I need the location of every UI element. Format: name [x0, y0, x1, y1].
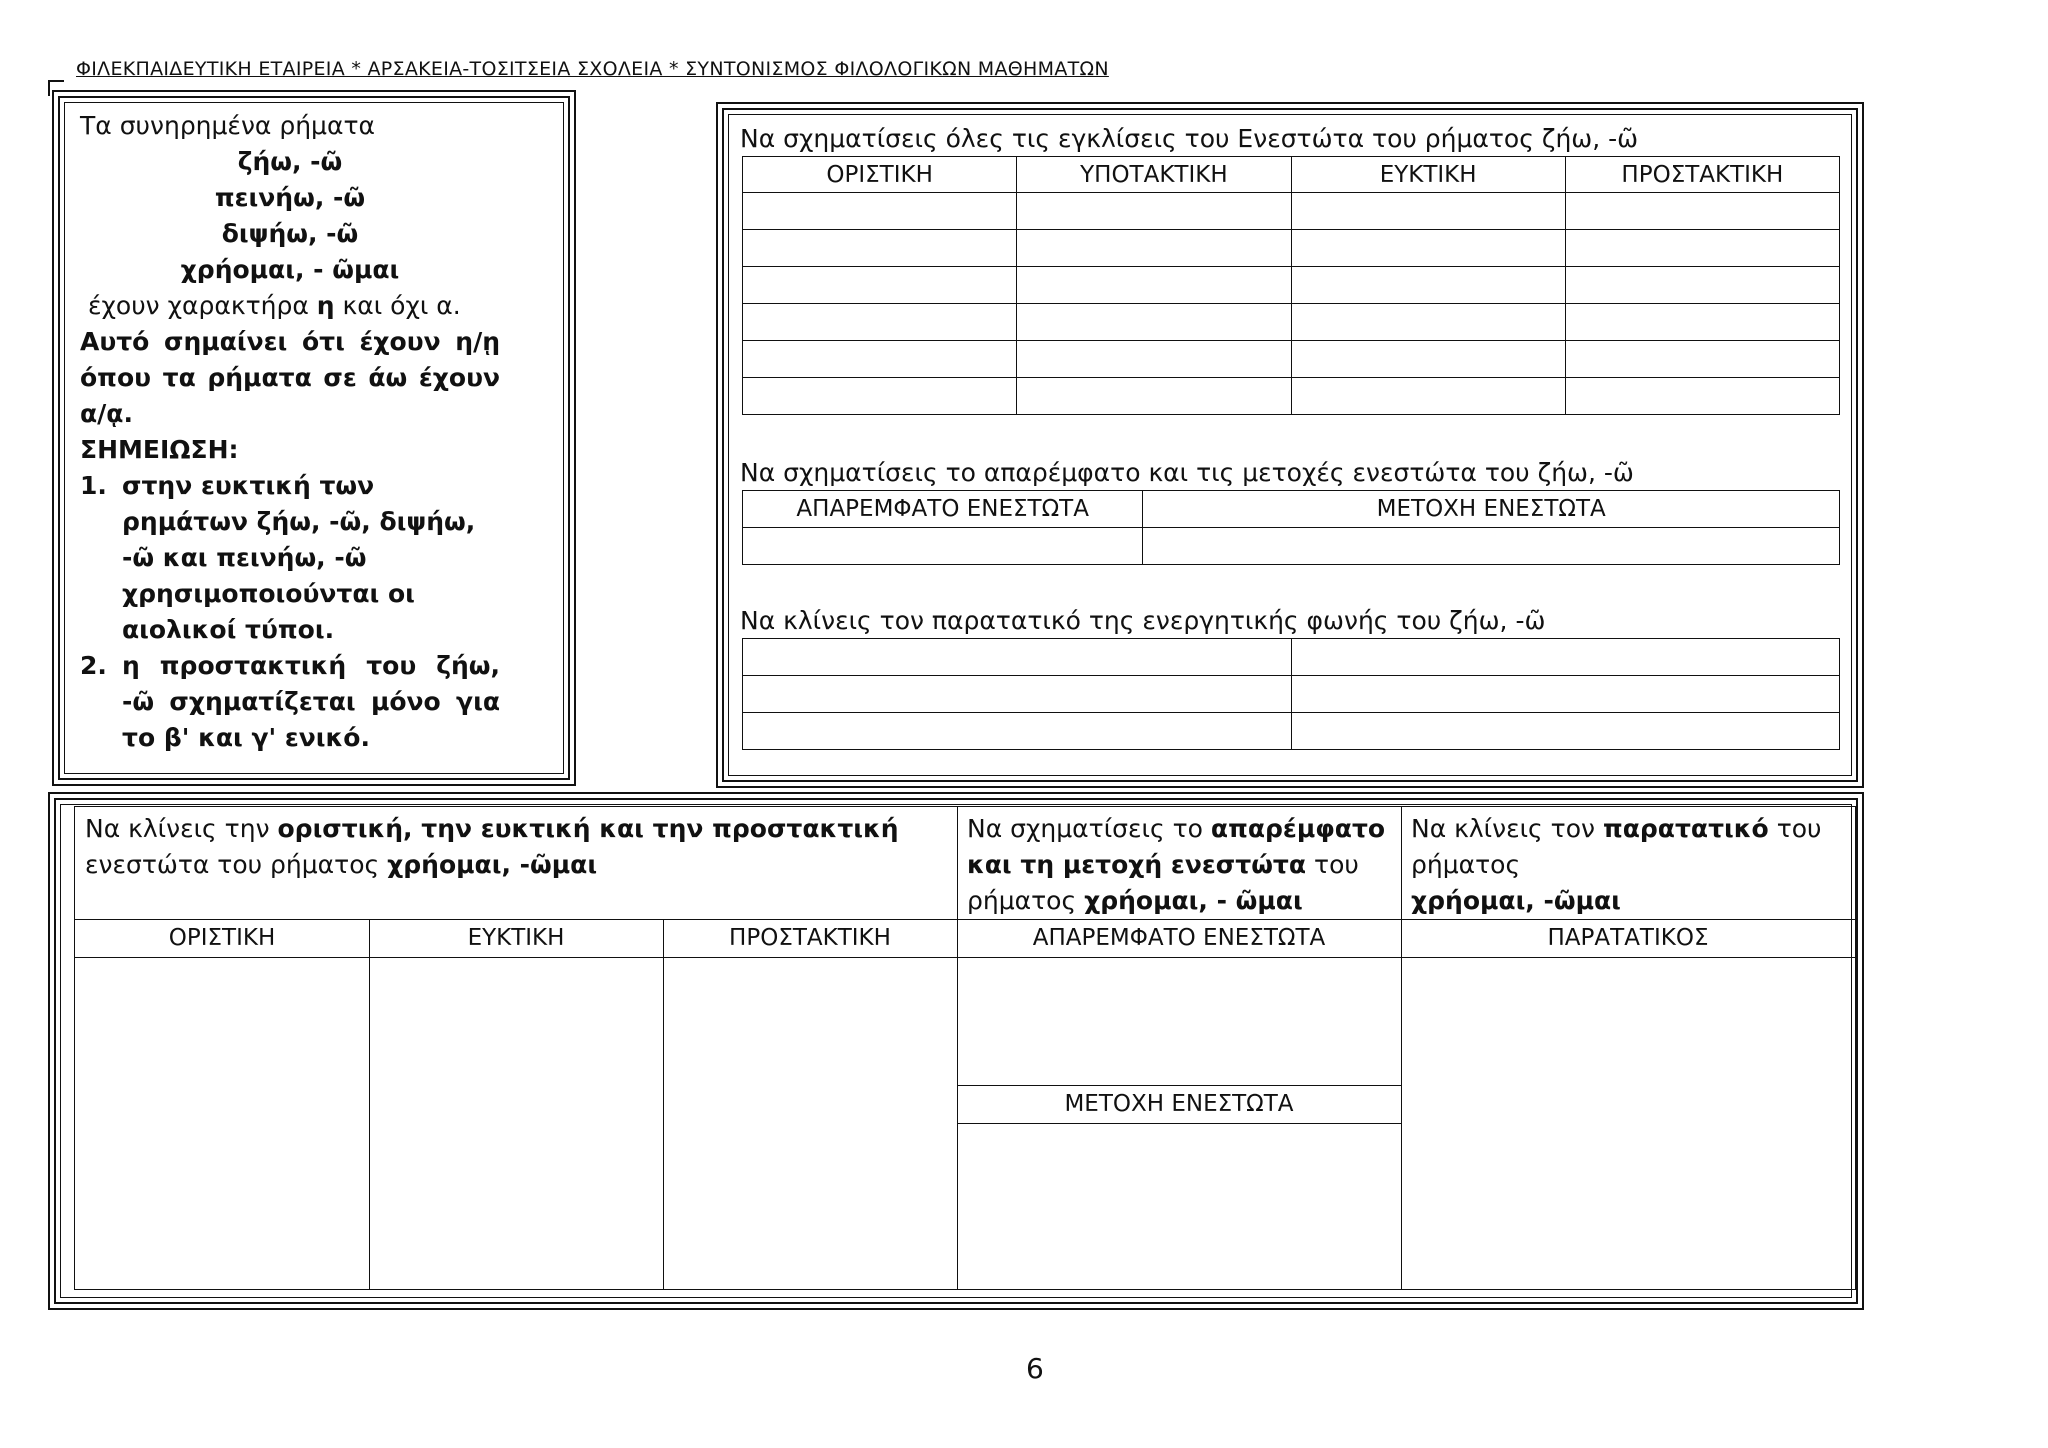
th-prostaktiki: ΠΡΟΣΤΑΚΤΙΚΗ	[1565, 157, 1839, 193]
verb-2: πεινήω, -ῶ	[214, 183, 366, 212]
verb-3: διψήω, -ῶ	[221, 219, 359, 248]
answer-cell[interactable]	[743, 341, 1017, 378]
answer-cell[interactable]	[1291, 378, 1565, 415]
table-row	[743, 267, 1840, 304]
answer-cell[interactable]	[743, 713, 1292, 750]
table-row	[743, 676, 1840, 713]
answer-cell[interactable]	[1143, 528, 1840, 565]
answer-cell[interactable]	[1565, 378, 1839, 415]
bottom-prompt-2: Να σχηματίσεις το απαρέμφατο και τη μετοχή ενεστώτα του ρήματος χρήομαι, - ῶμαι	[967, 814, 1386, 915]
answer-cell[interactable]	[743, 676, 1292, 713]
table-row	[743, 639, 1840, 676]
bottom-table	[74, 806, 1856, 1290]
bottom-prompt-3: Να κλίνεις τον παρατατικό του ρήματος χρήομαι, -ῶμαι	[1411, 814, 1822, 915]
task1-prompt: Να σχηματίσεις όλες τις εγκλίσεις του Ενεστώτα του ρήματος ζήω, -ῶ	[740, 124, 1639, 153]
notes-list	[80, 468, 500, 756]
th-oristiki: ΟΡΙΣΤΙΚΗ	[168, 925, 276, 951]
th-prostaktiki: ΠΡΟΣΤΑΚΤΙΚΗ	[729, 925, 891, 951]
answer-cell[interactable]	[743, 639, 1292, 676]
answer-cell[interactable]	[1291, 193, 1565, 230]
answer-cell[interactable]	[663, 958, 957, 1288]
th-aparemfato: ΑΠΑΡΕΜΦΑΤΟ ΕΝΕΣΤΩΤΑ	[743, 491, 1143, 528]
task2-table	[742, 490, 1840, 565]
note-item-1: 1. στην ευκτική των ρημάτων ζήω, -ῶ, διψήω, -ῶ και πεινήω, -ῶ χρησιμοποιούνται οι αιολικοί τύποι.	[80, 471, 476, 644]
answer-cell[interactable]	[1291, 713, 1840, 750]
answer-cell[interactable]	[743, 267, 1017, 304]
answer-cell[interactable]	[1565, 304, 1839, 341]
answer-cell[interactable]	[1565, 193, 1839, 230]
answer-cell[interactable]	[743, 378, 1017, 415]
th-paratatikos: ΠΑΡΑΤΑΤΙΚΟΣ	[1547, 925, 1709, 951]
answer-cell[interactable]	[1401, 958, 1855, 1288]
task2-prompt: Να σχηματίσεις το απαρέμφατο και τις μετοχές ενεστώτα του ζήω, -ῶ	[740, 458, 1634, 487]
answer-cell[interactable]	[369, 958, 663, 1288]
page-header: ΦΙΛΕΚΠΑΙΔΕΥΤΙΚΗ ΕΤΑΙΡΕΙΑ * ΑΡΣΑΚΕΙΑ-ΤΟΣΙΤΣΕΙΑ ΣΧΟΛΕΙΑ * ΣΥΝΤΟΝΙΣΜΟΣ ΦΙΛΟΛΟΓΙΚΩΝ ΜΑΘΗΜΑΤΩΝ	[76, 58, 1109, 80]
answer-cell[interactable]	[1565, 341, 1839, 378]
answer-cell[interactable]	[1565, 267, 1839, 304]
verb-4: χρήομαι, - ῶμαι	[180, 255, 400, 284]
table-row	[743, 304, 1840, 341]
meaning-text: Αυτό σημαίνει ότι έχουν η/ῃ όπου τα ρήματα σε άω έχουν α/ᾳ.	[80, 327, 500, 428]
task3-table	[742, 638, 1840, 750]
answer-cell[interactable]	[743, 528, 1143, 565]
answer-cell[interactable]	[75, 958, 369, 1288]
answer-cell[interactable]	[957, 958, 1401, 1085]
char-line: έχουν χαρακτήρα η και όχι α.	[87, 291, 461, 320]
note-item-2: 2. η προστακτική του ζήω, -ῶ σχηματίζεται μόνο για το β' και γ' ενικό.	[80, 651, 500, 752]
table-row	[743, 713, 1840, 750]
answer-cell[interactable]	[743, 304, 1017, 341]
table-row	[743, 193, 1840, 230]
note-title: ΣΗΜΕΙΩΣΗ:	[80, 435, 239, 464]
task1-table	[742, 156, 1840, 415]
answer-cell[interactable]	[957, 1124, 1401, 1288]
bottom-prompt-1: Να κλίνεις την οριστική, την ευκτική και την προστακτική ενεστώτα του ρήματος χρήομαι, -ῶμαι	[85, 814, 899, 879]
th-efktiki: ΕΥΚΤΙΚΗ	[467, 925, 565, 951]
divider	[957, 1085, 1401, 1086]
answer-cell[interactable]	[743, 193, 1017, 230]
notes-box	[80, 108, 500, 756]
answer-cell[interactable]	[1017, 230, 1291, 267]
answer-cell[interactable]	[1017, 341, 1291, 378]
th-efktiki: ΕΥΚΤΙΚΗ	[1291, 157, 1565, 193]
th-metochi: ΜΕΤΟΧΗ ΕΝΕΣΤΩΤΑ	[1143, 491, 1840, 528]
answer-cell[interactable]	[1291, 230, 1565, 267]
table-row	[743, 528, 1840, 565]
answer-cell[interactable]	[1565, 230, 1839, 267]
answer-cell[interactable]	[1017, 193, 1291, 230]
divider	[75, 919, 1855, 920]
verb-1: ζήω, -ῶ	[237, 147, 343, 176]
answer-cell[interactable]	[743, 230, 1017, 267]
table-row	[743, 378, 1840, 415]
task3-prompt: Να κλίνεις τον παρατατικό της ενεργητικής φωνής του ζήω, -ῶ	[740, 606, 1546, 635]
answer-cell[interactable]	[1291, 676, 1840, 713]
answer-cell[interactable]	[1291, 639, 1840, 676]
answer-cell[interactable]	[1017, 304, 1291, 341]
th-oristiki: ΟΡΙΣΤΙΚΗ	[743, 157, 1017, 193]
table-row	[743, 341, 1840, 378]
answer-cell[interactable]	[1291, 341, 1565, 378]
th-metochi: ΜΕΤΟΧΗ ΕΝΕΣΤΩΤΑ	[1064, 1091, 1294, 1117]
notes-intro: Τα συνηρημένα ρήματα	[80, 111, 375, 140]
th-ypotaktiki: ΥΠΟΤΑΚΤΙΚΗ	[1017, 157, 1291, 193]
answer-cell[interactable]	[1017, 378, 1291, 415]
answer-cell[interactable]	[1291, 304, 1565, 341]
answer-cell[interactable]	[1291, 267, 1565, 304]
page-number: 6	[1026, 1352, 1044, 1385]
th-aparemfato: ΑΠΑΡΕΜΦΑΤΟ ΕΝΕΣΤΩΤΑ	[1032, 925, 1326, 951]
table-row	[743, 230, 1840, 267]
answer-cell[interactable]	[1017, 267, 1291, 304]
